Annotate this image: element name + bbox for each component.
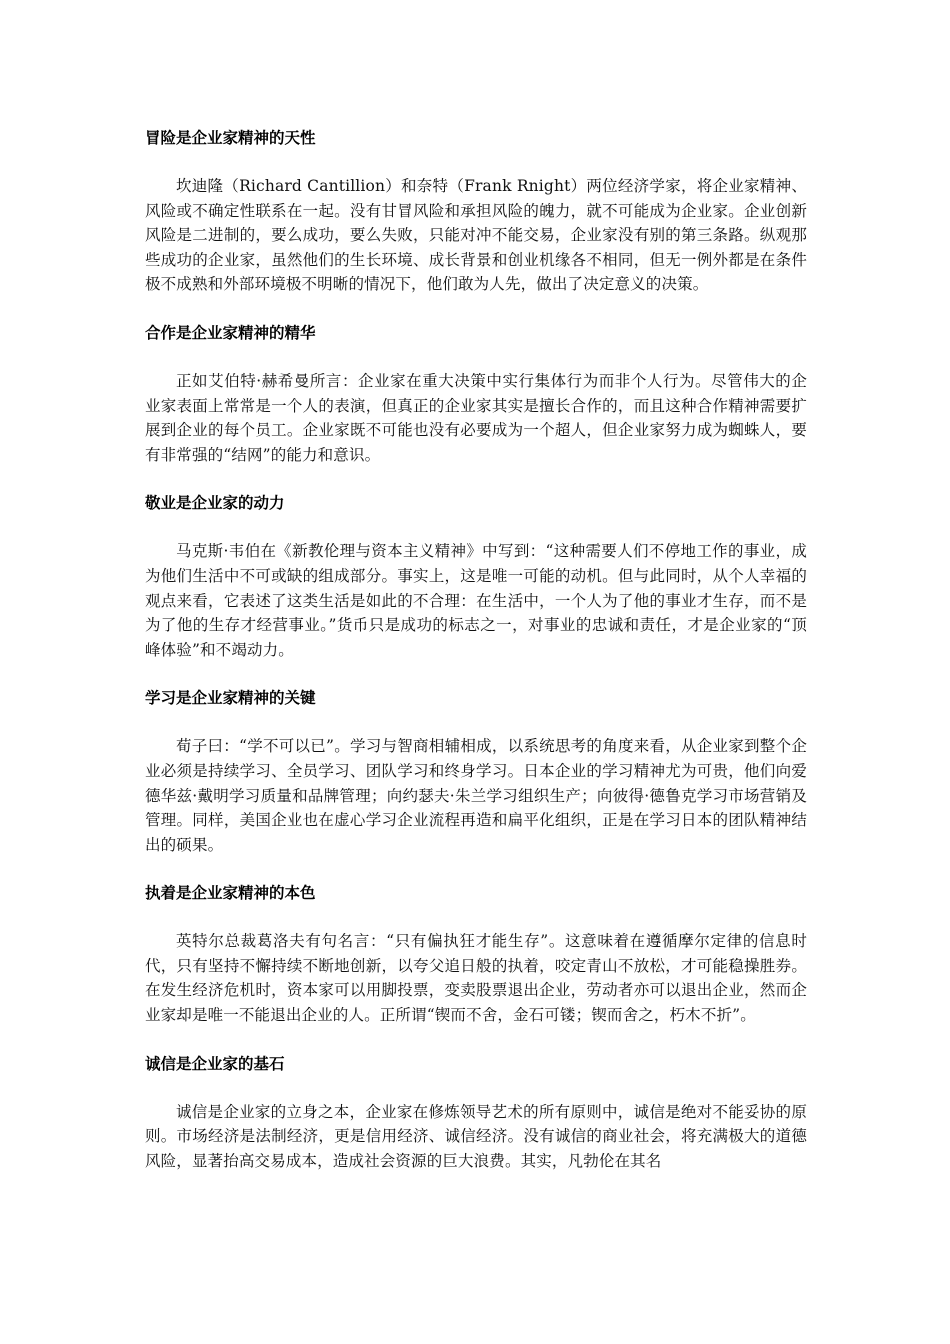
- section-heading: 合作是企业家精神的精华: [145, 323, 316, 342]
- section-integrity: [145, 1052, 807, 1174]
- section-paragraph: 马克斯·韦伯在《新教伦理与资本主义精神》中写到：“这种需要人们不停地工作的事业，成为他们生活中不可或缺的组成部分。事实上，这是唯一可能的动机。但与此同时，从个人幸福的观点来看，它表述了这类生活是如此的不合理：在生活中，一个人为了他的事业才生存，而不是为了他的生存才经营事业。”货币只是成功的标志之一，对事业的忠诚和责任，才是企业家的“顶峰体验”和不竭动力。: [145, 542, 807, 659]
- section-paragraph: 荀子曰：“学不可以已”。学习与智商相辅相成，以系统思考的角度来看，从企业家到整个企业必须是持续学习、全员学习、团队学习和终身学习。日本企业的学习精神尤为可贵，他们向爱德华兹·戴明学习质量和品牌管理；向约瑟夫·朱兰学习组织生产；向彼得·德鲁克学习市场营销及管理。同样，美国企业也在虚心学习企业流程再造和扁平化组织，正是在学习日本的团队精神结出的硕果。: [145, 737, 807, 854]
- section-paragraph: 诚信是企业家的立身之本，企业家在修炼领导艺术的所有原则中，诚信是绝对不能妥协的原则。市场经济是法制经济，更是信用经济、诚信经济。没有诚信的商业社会，将充满极大的道德风险，显著抬高交易成本，造成社会资源的巨大浪费。其实，凡勃伦在其名: [145, 1102, 807, 1170]
- section-paragraph: 英特尔总裁葛洛夫有句名言：“只有偏执狂才能生存”。这意味着在遵循摩尔定律的信息时代，只有坚持不懈持续不断地创新，以夸父追日般的执着，咬定青山不放松，才可能稳操胜券。在发生经济危机时，资本家可以用脚投票，变卖股票退出企业，劳动者亦可以退出企业，然而企业家却是唯一不能退出企业的人。正所谓“锲而不舍，金石可镂；锲而舍之，朽木不折”。: [145, 932, 807, 1025]
- section-risk: [145, 126, 807, 297]
- section-cooperation: [145, 321, 807, 467]
- section-heading: 冒险是企业家精神的天性: [145, 129, 316, 147]
- document-body: [145, 126, 807, 1173]
- section-heading: 执着是企业家精神的本色: [145, 884, 316, 903]
- section-persistence: [145, 881, 807, 1027]
- section-learning: [145, 686, 807, 857]
- section-heading: 诚信是企业家的基石: [145, 1054, 285, 1073]
- section-heading: 学习是企业家精神的关键: [145, 689, 316, 708]
- section-paragraph: 正如艾伯特·赫希曼所言：企业家在重大决策中实行集体行为而非个人行为。尽管伟大的企业家表面上常常是一个人的表演，但真正的企业家其实是擅长合作的，而且这种合作精神需要扩展到企业的每个员工。企业家既不可能也没有必要成为一个超人，但企业家努力成为蜘蛛人，要有非常强的“结网”的能力和意识。: [145, 371, 807, 464]
- section-dedication: [145, 491, 807, 662]
- section-paragraph: 坎迪隆（Richard Cantillion）和奈特（Frank Rnight）两位经济学家，将企业家精神、风险或不确定性联系在一起。没有甘冒风险和承担风险的魄力，就不可能成为企业家。企业创新风险是二进制的，要么成功，要么失败，只能对冲不能交易，企业家没有别的第三条路。纵观那些成功的企业家，虽然他们的生长环境、成长背景和创业机缘各不相同，但无一例外都是在条件极不成熟和外部环境极不明晰的情况下，他们敢为人先，做出了决定意义的决策。: [145, 177, 807, 294]
- section-heading: 敬业是企业家的动力: [145, 494, 285, 513]
